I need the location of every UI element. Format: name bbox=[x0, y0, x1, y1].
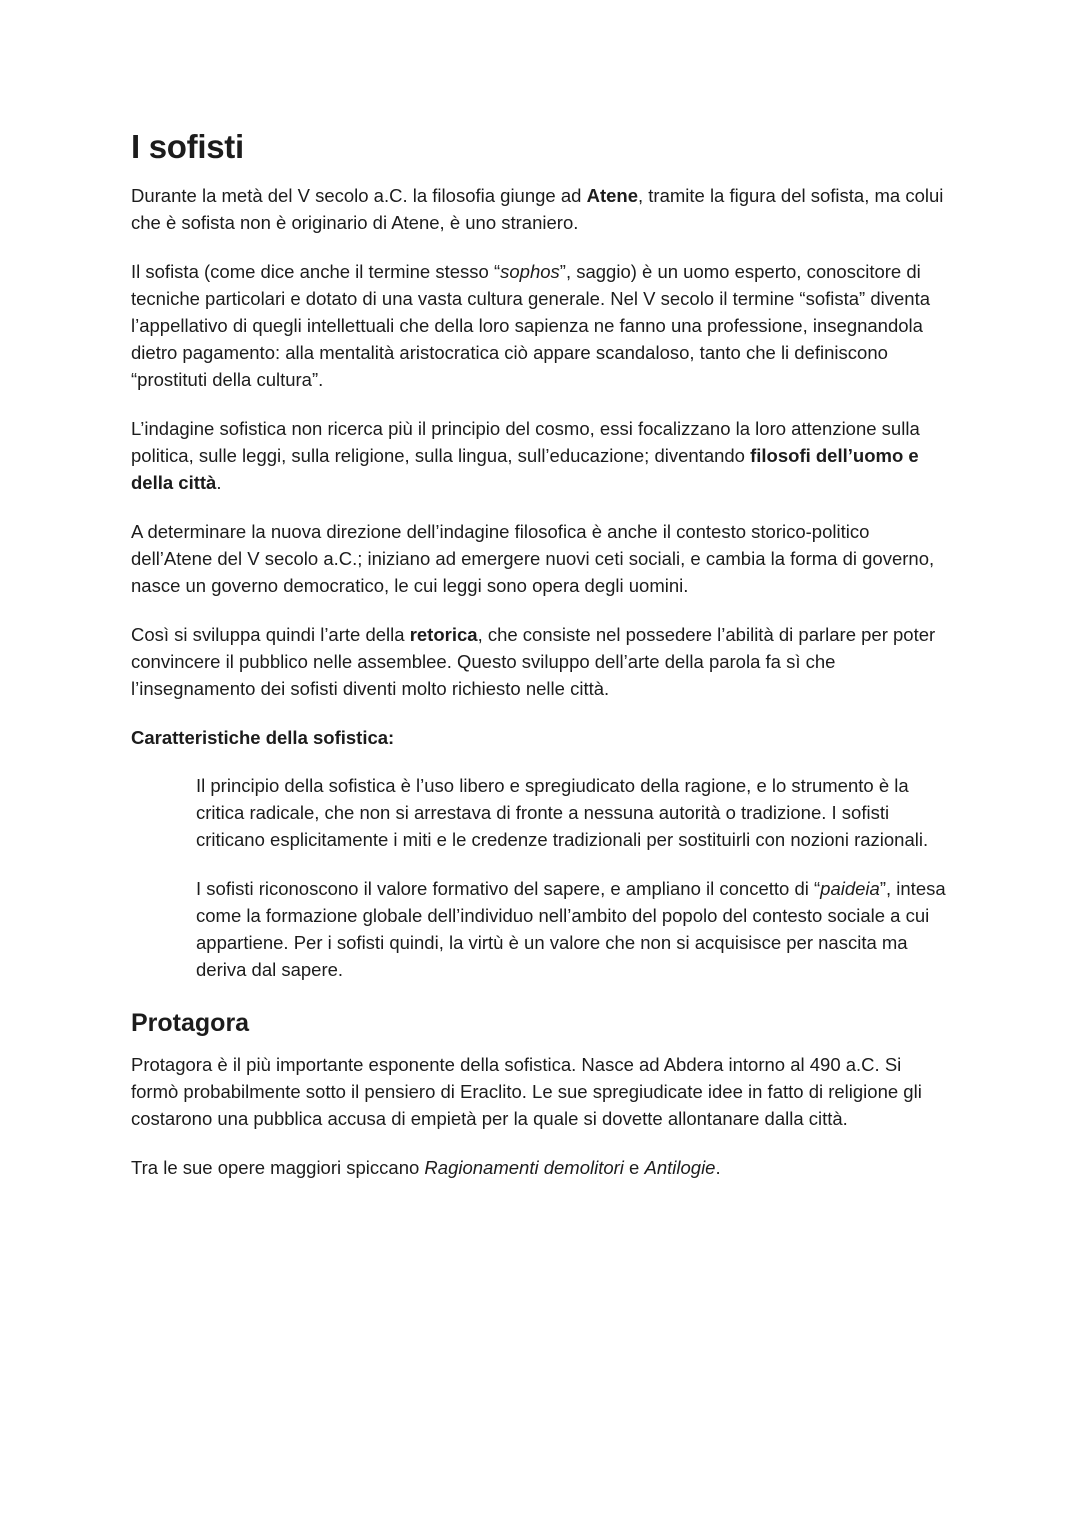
characteristic-paideia bbox=[196, 875, 946, 983]
paragraph-protagora-bio: Protagora è il più importante esponente della sofistica. Nasce ad Abdera intorno al 490 a.C. Si formò probabilmente sotto il pensiero di Eraclito. Le sue spregiudicate idee in fatto di religione gli costarono una pubblica accusa di empietà per la quale si dovette allontanare dalla città. bbox=[131, 1054, 922, 1129]
section-title-sofisti: I sofisti bbox=[131, 128, 244, 165]
section-title-protagora: Protagora bbox=[131, 1009, 250, 1037]
bold-term-atene: Atene bbox=[586, 185, 638, 206]
paragraph-retorica bbox=[131, 621, 946, 702]
paragraph-text: , che consiste nel possedere l’abilità di parlare per poter convincere il pubblico nelle assemblee. Questo sviluppo dell’arte della parola fa sì che l’insegnamento dei sofisti diventi molto richiesto nelle città. bbox=[131, 624, 936, 699]
italic-work-antilogie: Antilogie bbox=[644, 1157, 716, 1178]
paragraph-protagora-opere bbox=[131, 1154, 946, 1181]
paragraph-sophos bbox=[131, 258, 946, 393]
italic-term-paideia: paideia bbox=[820, 878, 880, 899]
paragraph-text: Tra le sue opere maggiori spiccano bbox=[131, 1157, 425, 1178]
characteristic-ragione: Il principio della sofistica è l’uso libero e spregiudicato della ragione, e lo strumento è la critica radicale, che non si arrestava di fronte a nessuna autorità o tradizione. I sofisti criticano esplicitamente i miti e le credenze tradizionali per sostituirli con nozioni razionali. bbox=[196, 775, 929, 850]
bold-term-filosofi: filosofi dell’uomo e della città bbox=[131, 445, 919, 493]
paragraph-text: . bbox=[715, 1157, 721, 1178]
paragraph-text: L’indagine sofistica non ricerca più il principio del cosmo, essi focalizzano la loro attenzione sulla politica, sulle leggi, sulla religione, sulla lingua, sull’educazione; diventando bbox=[131, 418, 920, 466]
paragraph-atene bbox=[131, 182, 946, 236]
paragraph-text: ”, saggio) è un uomo esperto, conoscitore di tecniche particolari e dotato di una vasta cultura generale. Nel V secolo il termine “sofista” diventa l’appellativo di quegli intellettuali che della loro sapienza ne fanno una professione, insegnandola dietro pagamento: alla mentalità aristocratica ciò appare scandaloso, tanto che li definiscono “prostituti della cultura”. bbox=[131, 261, 931, 390]
document-page bbox=[131, 124, 946, 1203]
paragraph-text: Il sofista (come dice anche il termine stesso “ bbox=[131, 261, 501, 282]
paragraph-text: . bbox=[216, 472, 222, 493]
characteristics-label: Caratteristiche della sofistica: bbox=[131, 727, 395, 748]
italic-term-sophos: sophos bbox=[500, 261, 560, 282]
paragraph-text: e bbox=[623, 1157, 645, 1178]
paragraph-text: Così si sviluppa quindi l’arte della bbox=[131, 624, 410, 645]
paragraph-indagine bbox=[131, 415, 946, 496]
bold-term-retorica: retorica bbox=[409, 624, 478, 645]
paragraph-text: ”, intesa come la formazione globale dell’individuo nell’ambito del popolo del contesto sociale a cui appartiene. Per i sofisti quindi, la virtù è un valore che non si acquisisce per nascita ma deriva dal sapere. bbox=[196, 878, 946, 980]
italic-work-ragionamenti: Ragionamenti demolitori bbox=[424, 1157, 624, 1178]
paragraph-text: , tramite la figura del sofista, ma colui che è sofista non è originario di Atene, è uno straniero. bbox=[131, 185, 944, 233]
paragraph-contesto: A determinare la nuova direzione dell’indagine filosofica è anche il contesto storico-politico dell’Atene del V secolo a.C.; iniziano ad emergere nuovi ceti sociali, e cambia la forma di governo, nasce un governo democratico, le cui leggi sono opera degli uomini. bbox=[131, 521, 935, 596]
paragraph-text: I sofisti riconoscono il valore formativo del sapere, e ampliano il concetto di “ bbox=[196, 878, 821, 899]
paragraph-text: Durante la metà del V secolo a.C. la filosofia giunge ad bbox=[131, 185, 587, 206]
